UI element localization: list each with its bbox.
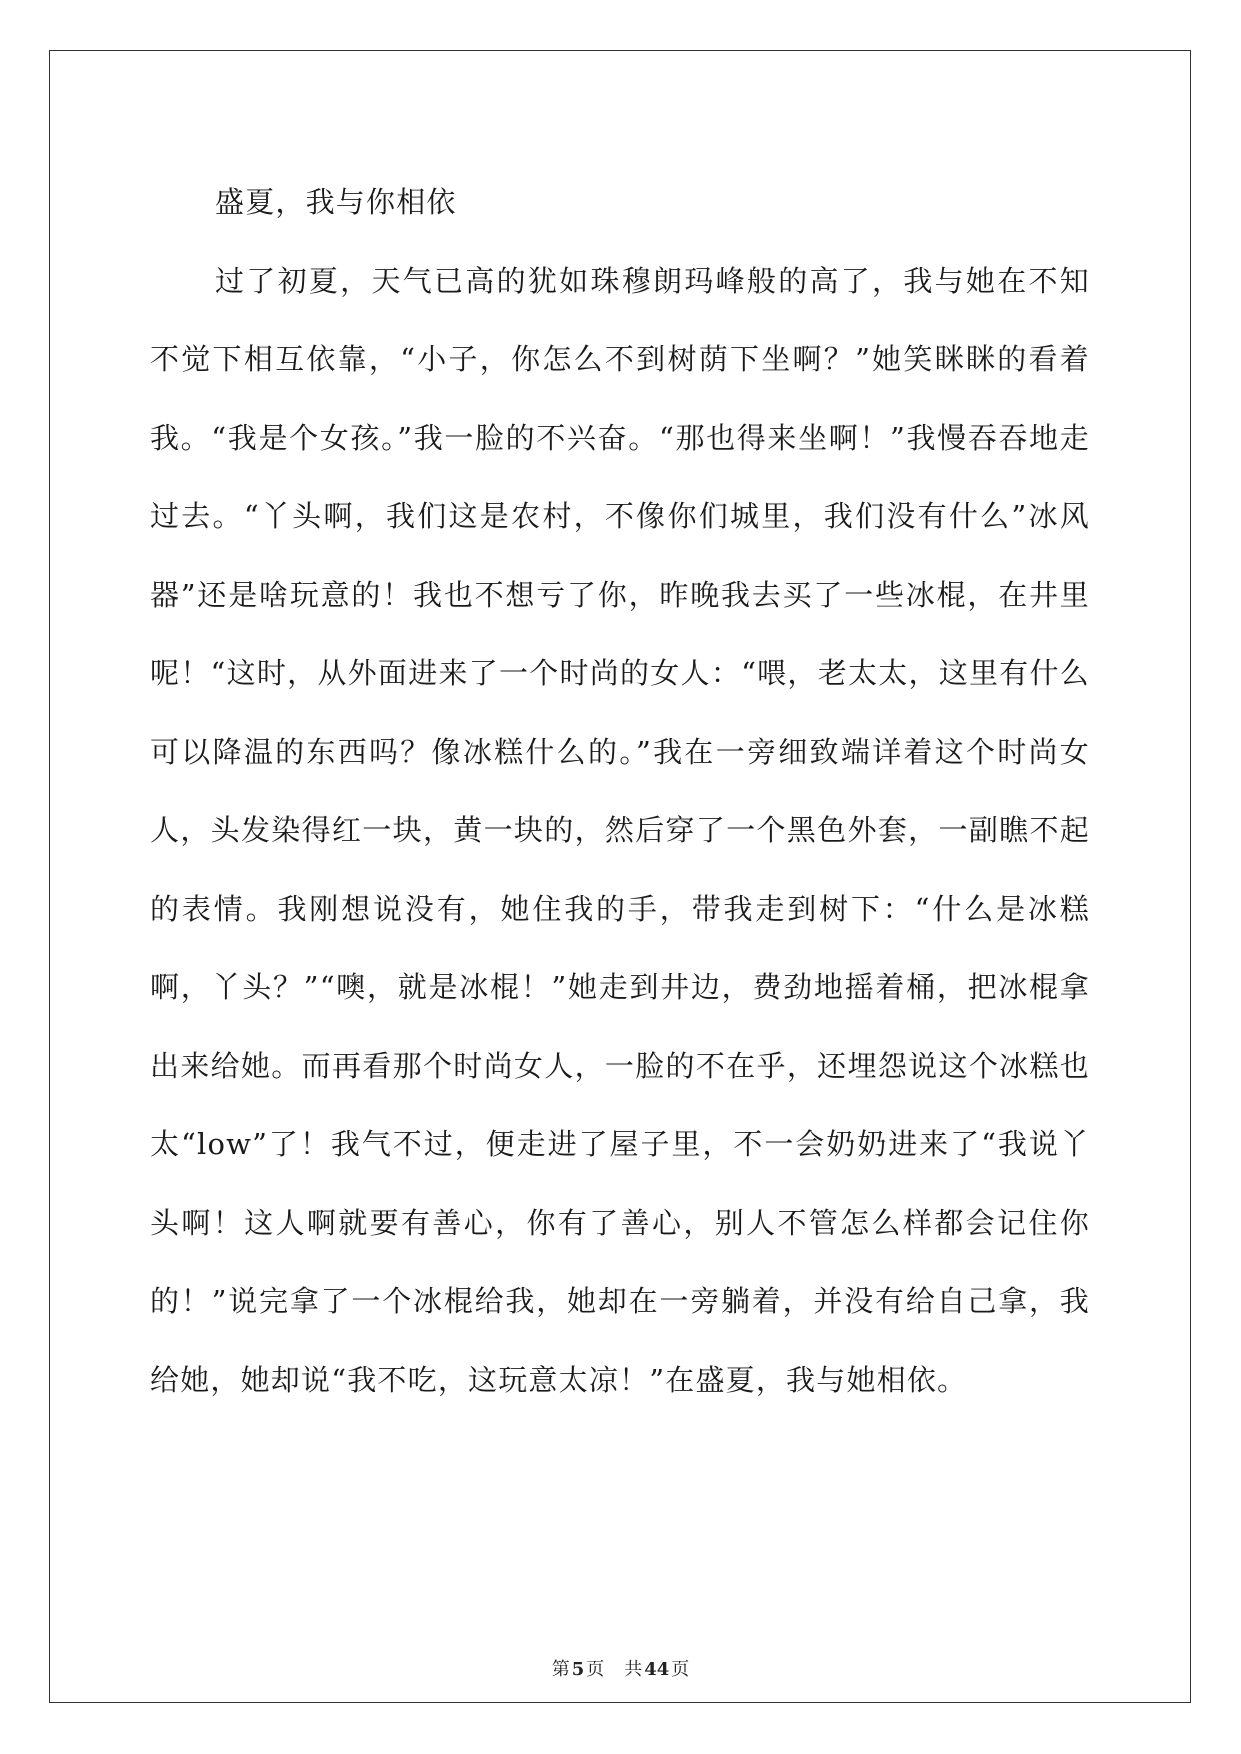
page-number: 5	[571, 1659, 585, 1680]
document-title: 盛夏，我与你相依	[215, 185, 457, 219]
page-total: 44	[644, 1659, 670, 1680]
page-prefix: 第	[551, 1659, 570, 1680]
page-footer	[0, 1655, 1241, 1681]
document-paragraph: 过了初夏，天气已高的犹如珠穆朗玛峰般的高了，我与她在不知不觉下相互依靠，“小子，你怎么不到树荫下坐啊？”她笑眯眯的看着我。“我是个女孩。”我一脸的不兴奋。“那也得来坐啊！”我慢吞吞地走过去。“丫头啊，我们这是农村，不像你们城里，我们没有什么”冰风器”还是啥玩意的！我也不想亏了你，昨晚我去买了一些冰棍，在井里呢！“这时，从外面进来了一个时尚的女人：“喂，老太太，这里有什么可以降温的东西吗？像冰糕什么的。”我在一旁细致端详着这个时尚女人，头发染得红一块，黄一块的，然后穿了一个黑色外套，一副瞧不起的表情。我刚想说没有，她住我的手，带我走到树下：“什么是冰糕啊，丫头？”“噢，就是冰棍！”她走到井边，费劲地摇着桶，把冰棍拿出来给她。而再看那个时尚女人，一脸的不在乎，还埋怨说这个冰糕也太“low”了！我气不过，便走进了屋子里，不一会奶奶进来了“我说丫头啊！这人啊就要有善心，你有了善心，别人不管怎么样都会记住你的！”说完拿了一个冰棍给我，她却在一旁躺着，并没有给自己拿，我给她，她却说“我不吃，这玩意太凉！”在盛夏，我与她相依。	[150, 263, 1090, 1397]
total-prefix: 共	[624, 1659, 643, 1680]
total-suffix: 页	[671, 1659, 690, 1680]
page-suffix: 页	[586, 1659, 605, 1680]
document-body	[150, 163, 1090, 1419]
